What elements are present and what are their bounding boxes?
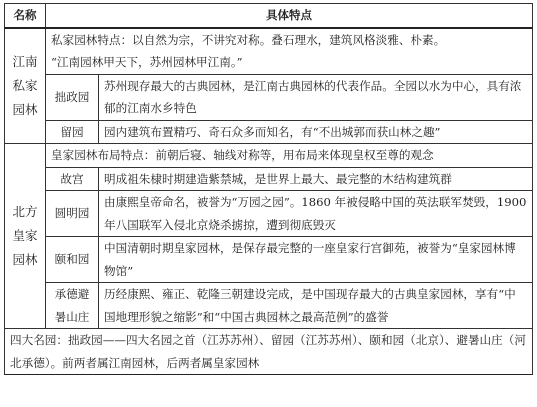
four-famous-gardens-note: 四大名园：拙政园——四大名园之首（江苏苏州）、留园（江苏苏州）、颐和园（北京）、避暑山庄（河北承德）。前两者属江南园林，后两者属皇家园林 — [5, 329, 533, 375]
garden-table-container — [4, 3, 533, 375]
jiangnan-intro-line: “江南园林甲天下，苏州园林甲江南。” — [51, 55, 243, 69]
jiangnan-label-line: 江南 — [12, 53, 38, 69]
table-row — [5, 74, 533, 120]
north-intro-row — [5, 144, 533, 168]
north-group-label — [5, 144, 46, 329]
header-features: 具体特点 — [46, 4, 533, 28]
north-label-line: 北方 — [12, 204, 38, 219]
north-intro: 皇家园林布局特点：前朝后寝、轴线对称等，用布局来体现皇权至尊的观念 — [46, 144, 533, 168]
table-row — [5, 283, 533, 329]
jiangnan-group-label — [5, 28, 46, 144]
garden-desc-liuyuan: 园内建筑布置精巧、奇石众多而知名，有“不出城郭而获山林之趣” — [99, 120, 533, 144]
garden-name-line: 承德避 — [54, 287, 90, 301]
garden-desc-bishushanzhuang: 历经康熙、雍正、乾隆三朝建设完成，是中国现存最大的古典皇家园林，享有“中国地理形貌之缩影”和“中国古典园林之最高范例”的盛誉 — [99, 283, 533, 329]
garden-desc-zhuozhengyuan: 苏州现存最大的古典园林，是江南古典园林的代表作品。全园以水为中心，具有浓郁的江南水乡特色 — [99, 74, 533, 120]
garden-name-yuanmingyuan: 圆明园 — [46, 191, 99, 237]
garden-name-yiheyuan: 颐和园 — [46, 237, 99, 283]
footer-row — [5, 329, 533, 375]
table-row — [5, 237, 533, 283]
table-row — [5, 167, 533, 191]
table-row — [5, 120, 533, 144]
jiangnan-label-line: 园林 — [12, 101, 38, 117]
garden-name-zhuozhengyuan: 拙政园 — [46, 74, 99, 120]
jiangnan-intro — [46, 28, 533, 75]
header-row — [5, 4, 533, 28]
garden-name-gugong: 故宫 — [46, 167, 99, 191]
garden-desc-yuanmingyuan: 由康熙皇帝命名，被誉为“万园之园”。1860 年被侵略中国的英法联军焚毁，1900 年八国联军入侵北京烧杀掳掠，遭到彻底毁灭 — [99, 191, 533, 237]
garden-name-line: 暑山庄 — [54, 309, 90, 324]
garden-desc-gugong: 明成祖朱棣时期建造紫禁城，是世界上最大、最完整的木结构建筑群 — [99, 167, 533, 191]
table-row — [5, 191, 533, 237]
garden-desc-yiheyuan: 中国清朝时期皇家园林，是保存最完整的一座皇家行宫御苑，被誉为“皇家园林博物馆” — [99, 237, 533, 283]
jiangnan-label-line: 私家 — [12, 77, 38, 93]
north-label-line: 皇家 — [12, 228, 38, 243]
north-label-line: 园林 — [12, 252, 38, 267]
garden-table — [4, 3, 533, 375]
garden-name-liuyuan: 留园 — [46, 120, 99, 144]
header-name: 名称 — [5, 4, 46, 28]
jiangnan-intro-row — [5, 28, 533, 75]
jiangnan-intro-line: 私家园林特点：以自然为宗，不讲究对称。叠石理水，建筑风格淡雅、朴素。 — [51, 32, 446, 47]
garden-name-bishushanzhuang — [46, 283, 99, 329]
